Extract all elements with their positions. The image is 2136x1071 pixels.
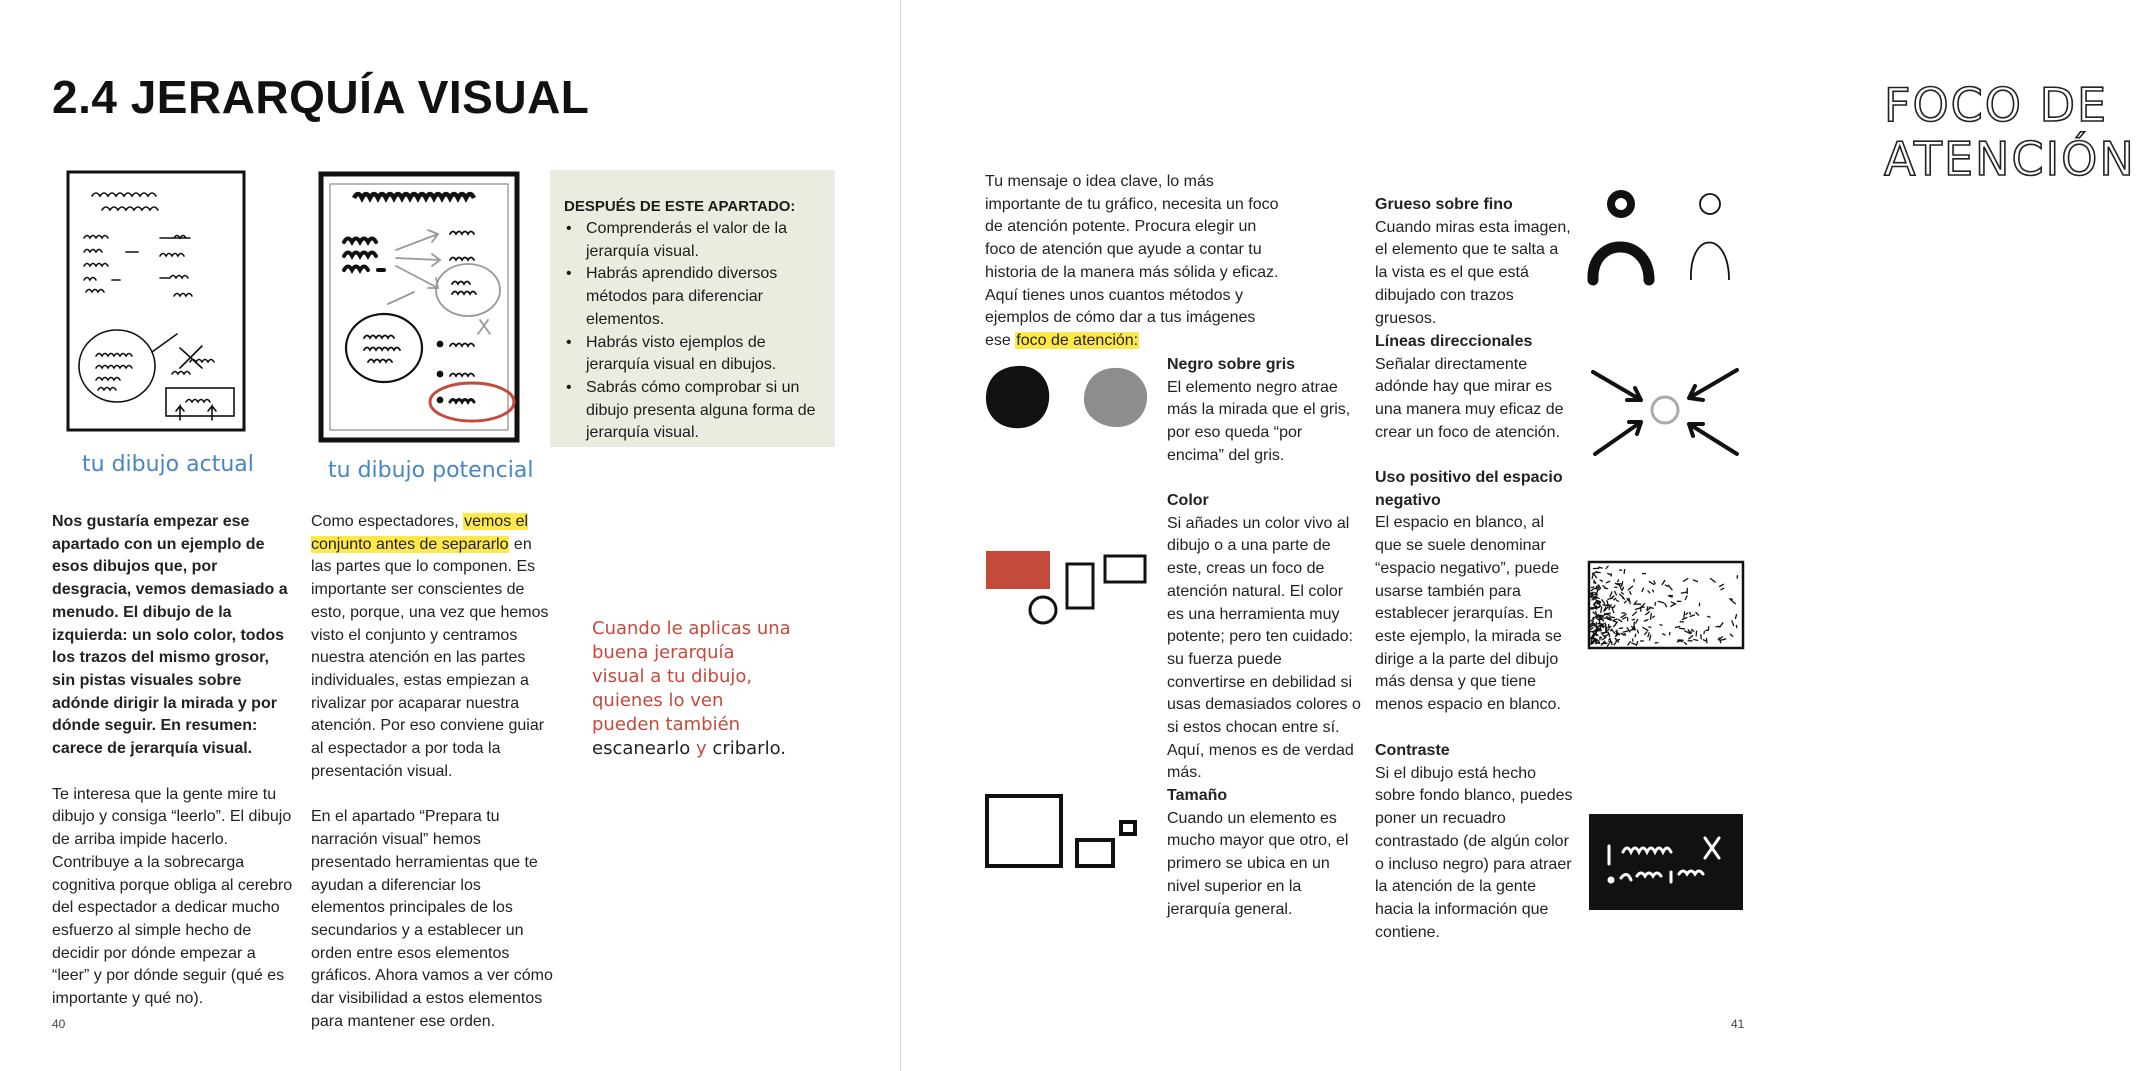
objectives-heading: DESPUÉS DE ESTE APARTADO: [564,198,796,215]
section-grueso-sobre-fino: Grueso sobre fino Cuando miras esta imagen, el elemento que te salta a la vista es el que está dibujado con trazos gruesos. [1375,196,1571,327]
list-item: • Habrás aprendido diversos métodos para diferenciar elementos. [566,265,778,328]
red-rectangle [986,551,1050,589]
section-color: Color Si añades un color vivo al dibujo o a una parte de este, creas un foco de atención natural. El color es una herramienta muy potente; pero ten cuidado: su fuerza puede convertirse en debilidad si usas demasiados colores o si estos chocan entre sí. Aquí, menos es de verdad más. [1167,492,1361,782]
section-tamano: Tamaño Cuando un elemento es mucho mayor que otro, el primero se ubica en un nivel superior en la jerarquía general. [1167,787,1349,918]
page-title: 2.4 JERARQUÍA VISUAL [52,71,590,123]
black-gray-blobs-illustration [983,362,1173,434]
page-number: 41 [1731,1017,1745,1031]
gray-blob-icon [1084,368,1147,427]
thin-figure-icon [1691,194,1729,280]
paragraph: En el apartado “Prepara tu narración visual” hemos presentado herramientas que te ayudan a diferenciar los elementos principales de los secundarios y a establecer un orden entre esos elementos gráficos. Ahora vamos a ver cómo dar visibilidad a estos elementos para mantener ese orden. [311,808,553,1030]
sketch-potencial-illustration [316,170,522,446]
section-contraste: Contraste Si el dibujo está hecho sobre fondo blanco, puedes poner un recuadro contrastado (de algún color o incluso negro) para atraer la atención de la gente hacia la información que contiene. [1375,742,1573,941]
arrows-to-circle-illustration [1587,364,1747,460]
column-2 [311,511,555,1033]
list-item: • Sabrás cómo comprobar si un dibujo presenta alguna forma de jerarquía visual. [566,378,816,442]
objectives-box [550,170,835,447]
color-shapes-illustration [983,548,1153,628]
intro-bold-paragraph: Nos gustaría empezar ese apartado con un ejemplo de esos dibujos que, por desgracia, vemos demasiado a menudo. El dibujo de la izquierda: un solo color, todos los trazos del mismo grosor, sin pistas visuales sobre adónde dirigir la mirada y por dónde seguir. En resumen: carece de jerarquía visual. [52,513,288,758]
section-lineas-direccionales: Líneas direccionales Señalar directamente adónde hay que mirar es una manera muy eficaz de crear un foco de atención. [1375,333,1564,441]
list-item: • Comprenderás el valor de la jerarquía visual. [566,220,787,260]
section-negro-sobre-gris: Negro sobre gris El elemento negro atrae más la mirada que el gris, por eso queda “por encima” del gris. [1167,356,1351,464]
focus-circle [1652,397,1678,423]
objectives-list [564,218,819,445]
section-title: FOCO DE ATENCIÓN [1884,78,2136,186]
sketch-actual-illustration [62,168,252,438]
intro-paragraph: Tu mensaje o idea clave, lo más importante de tu gráfico, necesita un foco de atención potente. Procura elegir un foco de atención que ayude a contar tu historia de la manera más sólida y eficaz. Aquí tienes unos cuantos métodos y ejemplos de cómo dar a tus imágenes ese foco de atención: [985,173,1279,349]
negative-space-texture [1588,566,1737,646]
thick-figure-icon [1593,194,1649,280]
thick-thin-figures-illustration [1583,186,1743,286]
directional-arrows-icon [1593,370,1737,454]
page-number: 40 [52,1017,66,1031]
pull-quote: Cuando le aplicas una buena jerarquía visual a tu dibujo, quienes lo ven pueden también escanearlo y cribarlo. [592,618,791,759]
left-page [0,0,900,1071]
negative-space-illustration [1587,560,1747,650]
section-espacio-negativo: Uso positivo del espacio negativo El espacio en blanco, al que se suele denominar “espacio negativo”, puede usarse también para establecer jerarquías. En este ejemplo, la mirada se dirige a la parte del dibujo más densa y que tiene menos espacio en blanco. [1375,469,1563,714]
paragraph: Como espectadores, vemos el conjunto antes de separarlo en las partes que lo componen. Es importante ser conscientes de esto, porque, una vez que hemos visto el conjunto y centramos nuestra atención en las partes individuales, estas empiezan a rivalizar por acaparar nuestra atención. Por eso conviene guiar al espectador a por toda la presentación visual. [311,513,549,780]
size-squares-illustration [983,792,1153,874]
highlighted-text: foco de atención: [1016,331,1139,349]
highlighted-text: vemos el conjunto antes de separarlo [311,513,529,553]
right-page [900,0,2136,1071]
paragraph: Te interesa que la gente mire tu dibujo y consiga “leerlo”. El dibujo de arriba impide hacerlo. Contribuye a la sobrecarga cognitiva porque obliga al cerebro del espectador a dedicar mucho esfuerzo al simple hecho de decidir por dónde empezar a “leer” y por dónde seguir (qué es importante y qué no). [52,785,293,1008]
column-1 [52,511,294,1011]
contrast-box-illustration [1587,812,1747,912]
list-item: • Habrás visto ejemplos de jerarquía visual en dibujos. [566,333,777,374]
caption-actual: tu dibujo actual [82,452,254,477]
caption-potencial: tu dibujo potencial [328,458,534,483]
black-blob-icon [986,366,1049,428]
